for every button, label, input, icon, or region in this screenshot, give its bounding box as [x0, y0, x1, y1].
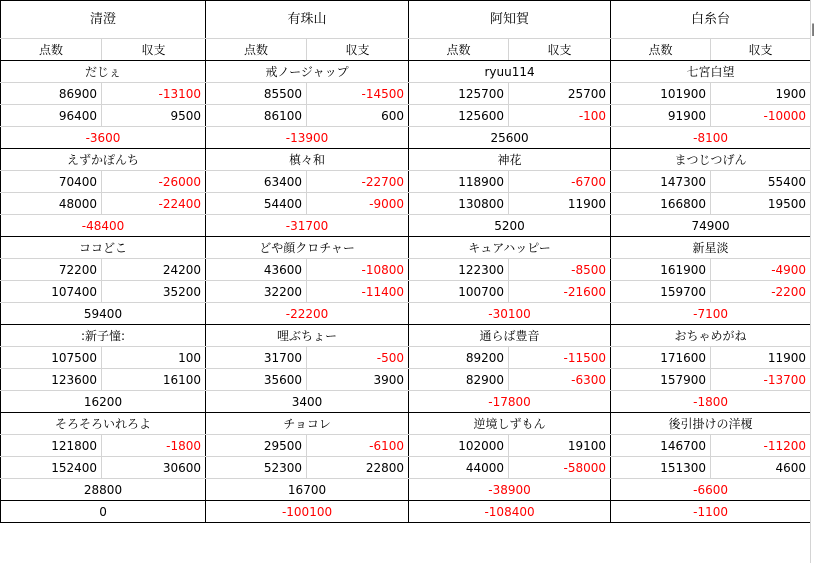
member-name-cell[interactable]: 通らば豊音	[409, 325, 611, 347]
balance-cell[interactable]: 100	[102, 347, 206, 369]
member-name-cell[interactable]: :新子憧:	[1, 325, 206, 347]
balance-cell[interactable]: -8500	[509, 259, 611, 281]
member-name-cell[interactable]: どや顔クロチャー	[206, 237, 409, 259]
points-cell[interactable]: 159700	[611, 281, 711, 303]
block-total-cell[interactable]: -3600	[1, 127, 206, 149]
balance-cell[interactable]: -26000	[102, 171, 206, 193]
grand-total-cell[interactable]: -108400	[409, 501, 611, 523]
points-header[interactable]: 点数	[409, 39, 509, 61]
block-total-cell[interactable]: 59400	[1, 303, 206, 325]
gridline-right	[810, 0, 811, 563]
balance-cell[interactable]: 19100	[509, 435, 611, 457]
member-name-cell[interactable]: えずかぽんち	[1, 149, 206, 171]
points-cell[interactable]: 100700	[409, 281, 509, 303]
member-name-cell[interactable]: 戒ノージャップ	[206, 61, 409, 83]
name-row	[1, 61, 811, 83]
balance-cell[interactable]: 22800	[307, 457, 409, 479]
score-row	[1, 193, 811, 215]
balance-cell[interactable]: -9000	[307, 193, 409, 215]
block-total-cell[interactable]: 28800	[1, 479, 206, 501]
points-cell[interactable]: 32200	[206, 281, 307, 303]
points-cell[interactable]: 151300	[611, 457, 711, 479]
subheader-row	[1, 39, 811, 61]
header-row	[1, 1, 811, 39]
points-cell[interactable]: 147300	[611, 171, 711, 193]
balance-cell[interactable]: 1900	[711, 83, 811, 105]
balance-cell[interactable]: -6700	[509, 171, 611, 193]
balance-cell[interactable]: -6300	[509, 369, 611, 391]
points-cell[interactable]: 122300	[409, 259, 509, 281]
player-header[interactable]: 白糸台	[611, 1, 811, 39]
block-total-cell[interactable]: -8100	[611, 127, 811, 149]
balance-cell[interactable]: 35200	[102, 281, 206, 303]
grand-total-cell[interactable]: 0	[1, 501, 206, 523]
balance-cell[interactable]: -1800	[102, 435, 206, 457]
block-total-cell[interactable]: -38900	[409, 479, 611, 501]
member-name-cell[interactable]: 神花	[409, 149, 611, 171]
balance-cell[interactable]: 3900	[307, 369, 409, 391]
score-row	[1, 105, 811, 127]
block-total-cell[interactable]: -1800	[611, 391, 811, 413]
name-row	[1, 413, 811, 435]
points-cell[interactable]: 125600	[409, 105, 509, 127]
block-total-cell[interactable]: 5200	[409, 215, 611, 237]
balance-cell[interactable]: -58000	[509, 457, 611, 479]
points-cell[interactable]: 123600	[1, 369, 102, 391]
balance-header[interactable]: 収支	[711, 39, 811, 61]
points-cell[interactable]: 157900	[611, 369, 711, 391]
points-cell[interactable]: 171600	[611, 347, 711, 369]
member-name-cell[interactable]: ryuu114	[409, 61, 611, 83]
balance-cell[interactable]: 11900	[509, 193, 611, 215]
points-cell[interactable]: 31700	[206, 347, 307, 369]
score-row	[1, 171, 811, 193]
block-total-cell[interactable]: 74900	[611, 215, 811, 237]
balance-cell[interactable]: -22400	[102, 193, 206, 215]
points-cell[interactable]: 89200	[409, 347, 509, 369]
points-cell[interactable]: 152400	[1, 457, 102, 479]
member-name-cell[interactable]: 槙々和	[206, 149, 409, 171]
balance-cell[interactable]: -6100	[307, 435, 409, 457]
balance-cell[interactable]: 30600	[102, 457, 206, 479]
balance-cell[interactable]: 19500	[711, 193, 811, 215]
points-cell[interactable]: 101900	[611, 83, 711, 105]
balance-cell[interactable]: 16100	[102, 369, 206, 391]
balance-cell[interactable]: -14500	[307, 83, 409, 105]
grand-total-row	[1, 501, 811, 523]
member-name-cell[interactable]: おちゃめがね	[611, 325, 811, 347]
balance-cell[interactable]: -21600	[509, 281, 611, 303]
block-total-cell[interactable]: 25600	[409, 127, 611, 149]
points-cell[interactable]: 118900	[409, 171, 509, 193]
balance-cell[interactable]: -13700	[711, 369, 811, 391]
points-cell[interactable]: 52300	[206, 457, 307, 479]
balance-header[interactable]: 収支	[102, 39, 206, 61]
balance-cell[interactable]: -22700	[307, 171, 409, 193]
points-cell[interactable]: 72200	[1, 259, 102, 281]
member-name-cell[interactable]: 逆境しずもん	[409, 413, 611, 435]
score-row	[1, 435, 811, 457]
balance-cell[interactable]: -10800	[307, 259, 409, 281]
points-cell[interactable]: 107400	[1, 281, 102, 303]
balance-cell[interactable]: -11500	[509, 347, 611, 369]
balance-cell[interactable]: -11400	[307, 281, 409, 303]
block-total-cell[interactable]: 3400	[206, 391, 409, 413]
member-name-cell[interactable]: キュアハッピー	[409, 237, 611, 259]
member-name-cell[interactable]: 七宮白望	[611, 61, 811, 83]
member-name-cell[interactable]: チョコレ	[206, 413, 409, 435]
member-name-cell[interactable]: だじぇ	[1, 61, 206, 83]
balance-cell[interactable]: 11900	[711, 347, 811, 369]
points-cell[interactable]: 63400	[206, 171, 307, 193]
points-cell[interactable]: 146700	[611, 435, 711, 457]
points-cell[interactable]: 96400	[1, 105, 102, 127]
score-row	[1, 369, 811, 391]
block-total-row	[1, 127, 811, 149]
edge-mark: |	[811, 22, 816, 36]
score-row	[1, 347, 811, 369]
balance-cell[interactable]: -500	[307, 347, 409, 369]
points-cell[interactable]: 35600	[206, 369, 307, 391]
block-total-cell[interactable]: -31700	[206, 215, 409, 237]
balance-cell[interactable]: 24200	[102, 259, 206, 281]
block-total-cell[interactable]: -30100	[409, 303, 611, 325]
grand-total-cell[interactable]: -1100	[611, 501, 811, 523]
points-cell[interactable]: 44000	[409, 457, 509, 479]
balance-header[interactable]: 収支	[307, 39, 409, 61]
member-name-cell[interactable]: 哩ぶちょー	[206, 325, 409, 347]
points-cell[interactable]: 121800	[1, 435, 102, 457]
balance-cell[interactable]: -13100	[102, 83, 206, 105]
block-total-cell[interactable]: -13900	[206, 127, 409, 149]
member-name-cell[interactable]: 後引掛けの洋榎	[611, 413, 811, 435]
points-cell[interactable]: 102000	[409, 435, 509, 457]
score-row	[1, 281, 811, 303]
points-cell[interactable]: 70400	[1, 171, 102, 193]
points-cell[interactable]: 82900	[409, 369, 509, 391]
block-total-row	[1, 215, 811, 237]
player-header[interactable]: 清澄	[1, 1, 206, 39]
balance-cell[interactable]: 4600	[711, 457, 811, 479]
points-cell[interactable]: 85500	[206, 83, 307, 105]
score-row	[1, 83, 811, 105]
points-cell[interactable]: 130800	[409, 193, 509, 215]
block-total-cell[interactable]: -6600	[611, 479, 811, 501]
points-cell[interactable]: 43600	[206, 259, 307, 281]
block-total-cell[interactable]: 16700	[206, 479, 409, 501]
points-header[interactable]: 点数	[1, 39, 102, 61]
player-header[interactable]: 阿知賀	[409, 1, 611, 39]
block-total-cell[interactable]: -22200	[206, 303, 409, 325]
block-total-row	[1, 391, 811, 413]
block-total-cell[interactable]: 16200	[1, 391, 206, 413]
member-name-cell[interactable]: 新星淡	[611, 237, 811, 259]
points-cell[interactable]: 86100	[206, 105, 307, 127]
points-header[interactable]: 点数	[611, 39, 711, 61]
balance-cell[interactable]: -11200	[711, 435, 811, 457]
points-cell[interactable]: 48000	[1, 193, 102, 215]
name-row	[1, 237, 811, 259]
balance-cell[interactable]: -2200	[711, 281, 811, 303]
balance-cell[interactable]: 9500	[102, 105, 206, 127]
points-cell[interactable]: 86900	[1, 83, 102, 105]
points-cell[interactable]: 54400	[206, 193, 307, 215]
balance-cell[interactable]: -4900	[711, 259, 811, 281]
grand-total-cell[interactable]: -100100	[206, 501, 409, 523]
name-row	[1, 325, 811, 347]
points-cell[interactable]: 166800	[611, 193, 711, 215]
block-total-row	[1, 303, 811, 325]
block-total-cell[interactable]: -7100	[611, 303, 811, 325]
balance-cell[interactable]: 600	[307, 105, 409, 127]
block-total-cell[interactable]: -48400	[1, 215, 206, 237]
points-cell[interactable]: 161900	[611, 259, 711, 281]
name-row	[1, 149, 811, 171]
balance-cell[interactable]: -10000	[711, 105, 811, 127]
score-row	[1, 259, 811, 281]
block-total-cell[interactable]: -17800	[409, 391, 611, 413]
score-row	[1, 457, 811, 479]
points-cell[interactable]: 107500	[1, 347, 102, 369]
points-header[interactable]: 点数	[206, 39, 307, 61]
balance-cell[interactable]: 25700	[509, 83, 611, 105]
balance-cell[interactable]: 55400	[711, 171, 811, 193]
member-name-cell[interactable]: そろそろいれろよ	[1, 413, 206, 435]
points-cell[interactable]: 91900	[611, 105, 711, 127]
balance-header[interactable]: 収支	[509, 39, 611, 61]
member-name-cell[interactable]: ココどこ	[1, 237, 206, 259]
block-total-row	[1, 479, 811, 501]
balance-cell[interactable]: -100	[509, 105, 611, 127]
points-cell[interactable]: 29500	[206, 435, 307, 457]
points-cell[interactable]: 125700	[409, 83, 509, 105]
member-name-cell[interactable]: まつじつげん	[611, 149, 811, 171]
player-header[interactable]: 有珠山	[206, 1, 409, 39]
